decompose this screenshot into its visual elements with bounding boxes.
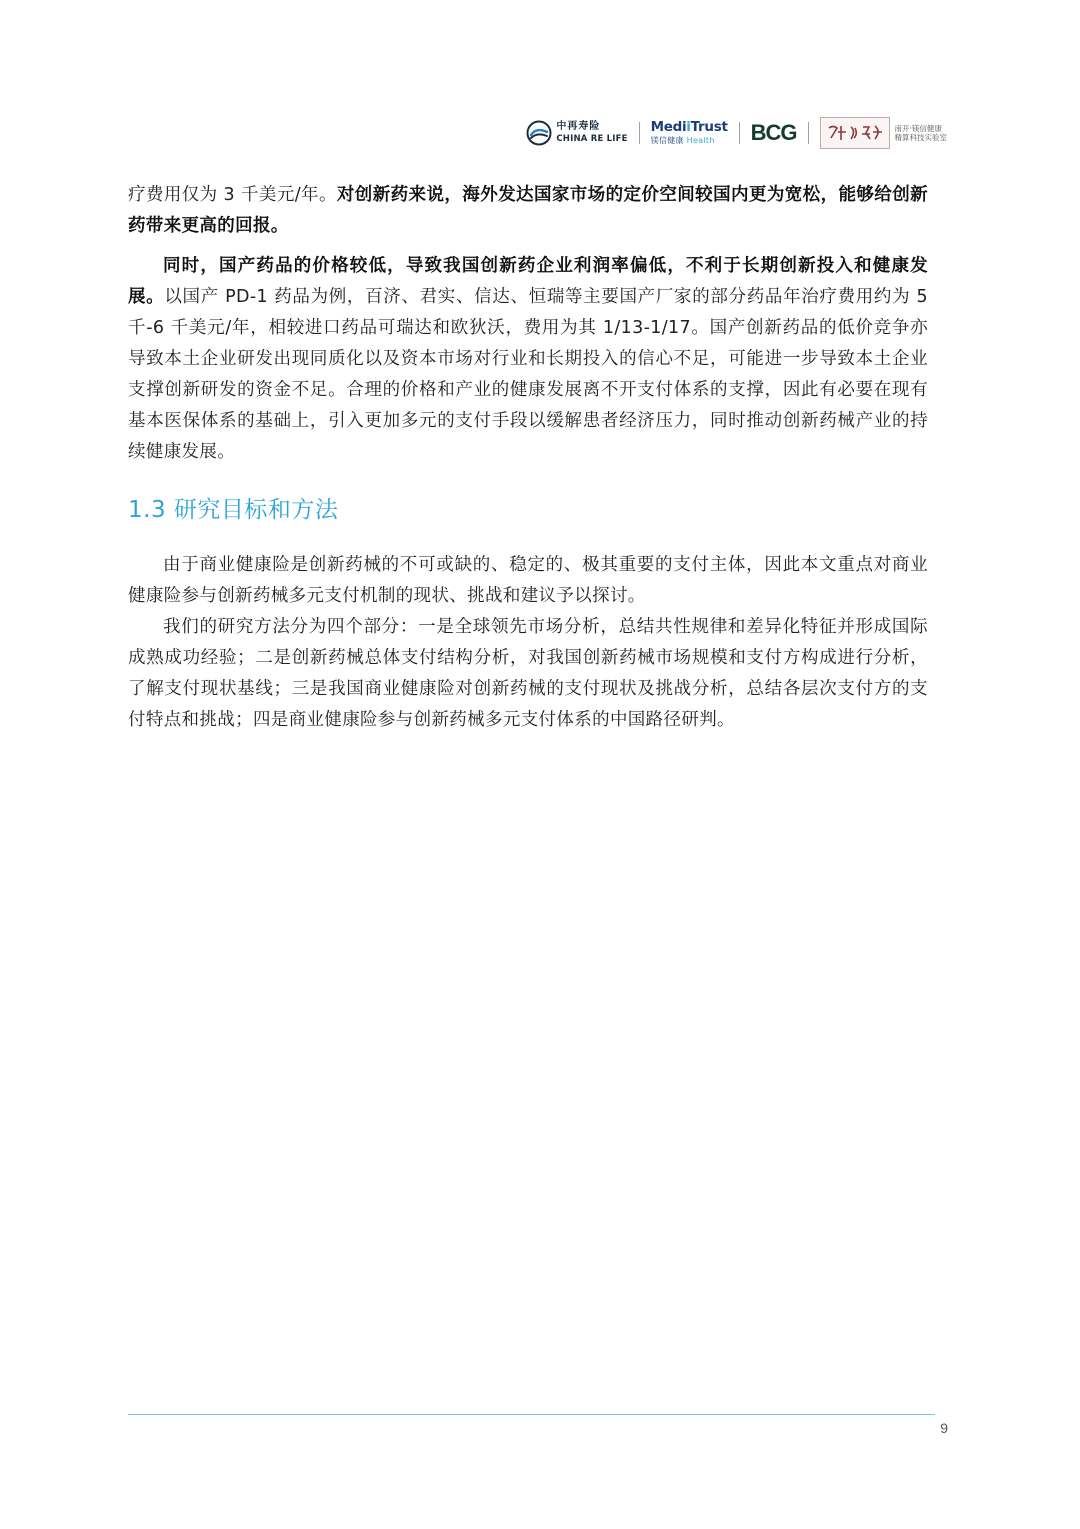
paragraph-text: 疗费用仅为 3 千美元/年。 — [128, 185, 337, 205]
china-re-life-cn-name: 中再寿险 — [556, 121, 601, 133]
paragraph-text: 以国产 PD-1 药品为例，百济、君实、信达、恒瑞等主要国产厂家的部分药品年治疗费用约为 5 千-6 千美元/年，相较进口药品可瑞达和欧狄沃，费用为其 1/13-1/17。国产创新药品的低价竞争亦导致本土企业研发出现同质化以及资本市场对行业和长期投入的信心不足，可能进一步导致本土企业支撑创新研发的资金不足。合理的价格和产业的健康发展离不开支付体系的支撑，因此有必要在现有基本医保体系的基础上，引入更加多元的支付手段以缓解患者经济压力，同时推动创新药械产业的持续健康发展。 — [128, 287, 928, 462]
logo-divider — [739, 122, 740, 144]
meditrust-name: MediiTrust — [650, 118, 728, 135]
nankai-lab-line2: 精算科技实验室 — [894, 133, 947, 142]
nankai-lab-line1: 南开·镁信健康 — [894, 123, 942, 133]
bcg-logo — [751, 120, 797, 146]
nankai-lab-logo — [820, 117, 948, 149]
paragraph-domestic-price — [128, 251, 928, 468]
meditrust-subtitle: 镁信健康 Health — [650, 136, 715, 146]
china-re-life-en-name: CHINA RE LIFE — [556, 134, 628, 145]
logo-divider — [808, 122, 809, 144]
nankai-calligraphy-icon — [825, 122, 885, 144]
nankai-university-seal — [820, 117, 890, 149]
paragraph-research-method: 我们的研究方法分为四个部分：一是全球领先市场分析，总结共性规律和差异化特征并形成国际成熟成功经验；二是创新药械总体支付结构分析，对我国创新药械市场规模和支付方构成进行分析，了解支付现状基线；三是我国商业健康险对创新药械的支付现状及挑战分析，总结各层次支付方的支付特点和挑战；四是商业健康险参与创新药械多元支付体系的中国路径研判。 — [128, 617, 928, 730]
header-logo-bar — [526, 113, 947, 153]
paragraph-bold-text: 对创新药来说，海外发达国家市场的定价空间较国内更为宽松，能够给创新药带来更高的回报。 — [128, 185, 928, 236]
section-heading: 1.3 研究目标和方法 — [128, 497, 339, 523]
paragraph-price-gap — [128, 180, 928, 242]
footer-rule — [128, 1414, 935, 1415]
bcg-name: BCG — [750, 120, 797, 145]
page-number: 9 — [940, 1420, 948, 1436]
research-goals-block — [128, 550, 928, 736]
logo-divider — [639, 122, 640, 144]
domestic-price-paragraph-block — [128, 251, 928, 468]
paragraph-research-focus: 由于商业健康险是创新药械的不可或缺的、稳定的、极其重要的支付主体，因此本文重点对商业健康险参与创新药械多元支付机制的现状、挑战和建议予以探讨。 — [128, 555, 928, 606]
china-re-life-logo — [526, 120, 627, 146]
continued-paragraph-block — [128, 180, 928, 242]
paragraph-bold-text: 同时，国产药品的价格较低，导致我国创新药企业利润率偏低，不利于长期创新投入和健康发展。 — [128, 256, 928, 307]
china-re-life-emblem-icon — [526, 120, 552, 146]
meditrust-logo — [650, 118, 728, 146]
